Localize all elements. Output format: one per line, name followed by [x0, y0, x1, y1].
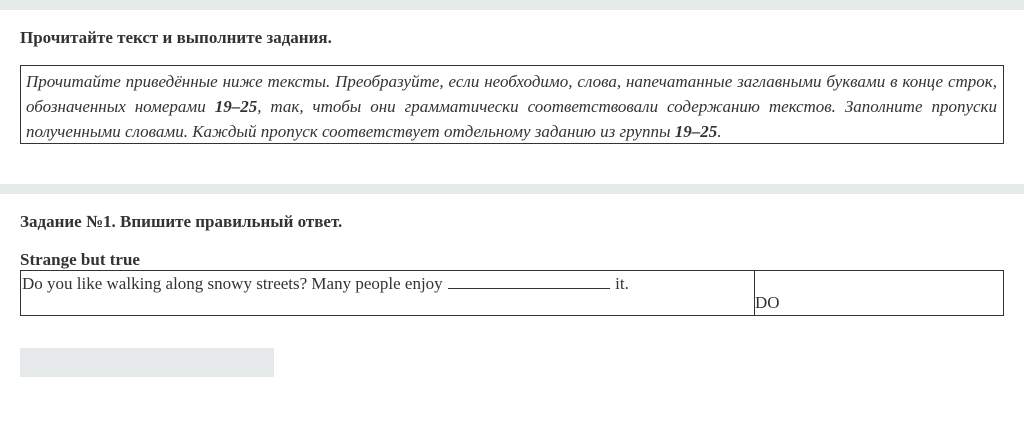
instruction-text-part2: , так, чтобы они грамматически соответствовали содержанию текстов. Заполните пропуски полученными словами. Каждый пропуск соответствует отдельному заданию из группы [26, 97, 997, 141]
top-separator-bar [0, 0, 1024, 10]
task-word: DO [755, 293, 780, 312]
instruction-range-2: 19–25 [674, 122, 718, 141]
answer-input[interactable] [20, 348, 274, 377]
sentence-after-gap: it. [610, 274, 629, 293]
sentence-before-gap: Do you like walking along snowy streets? Many people enjoy [22, 274, 447, 293]
instruction-text-part1: Прочитайте приведённые ниже тексты. Преобразуйте, если необходимо, слова, напечатанные заглавными буквами в конце строк, обозначенных номерами [26, 72, 997, 116]
sentence-gap [448, 272, 610, 289]
text-title: Strange but true [20, 250, 140, 269]
task-word-cell [755, 271, 1003, 315]
task-title: Задание №1. Впишите правильный ответ. [20, 212, 343, 231]
instruction-title: Прочитайте текст и выполните задания. [20, 28, 332, 47]
instruction-text-part3: . [717, 122, 722, 141]
task-sentence-cell [21, 271, 755, 315]
task-table [20, 270, 1004, 316]
section-separator-bar [0, 184, 1024, 194]
instruction-box [20, 65, 1004, 144]
instruction-range-1: 19–25 [214, 97, 258, 116]
